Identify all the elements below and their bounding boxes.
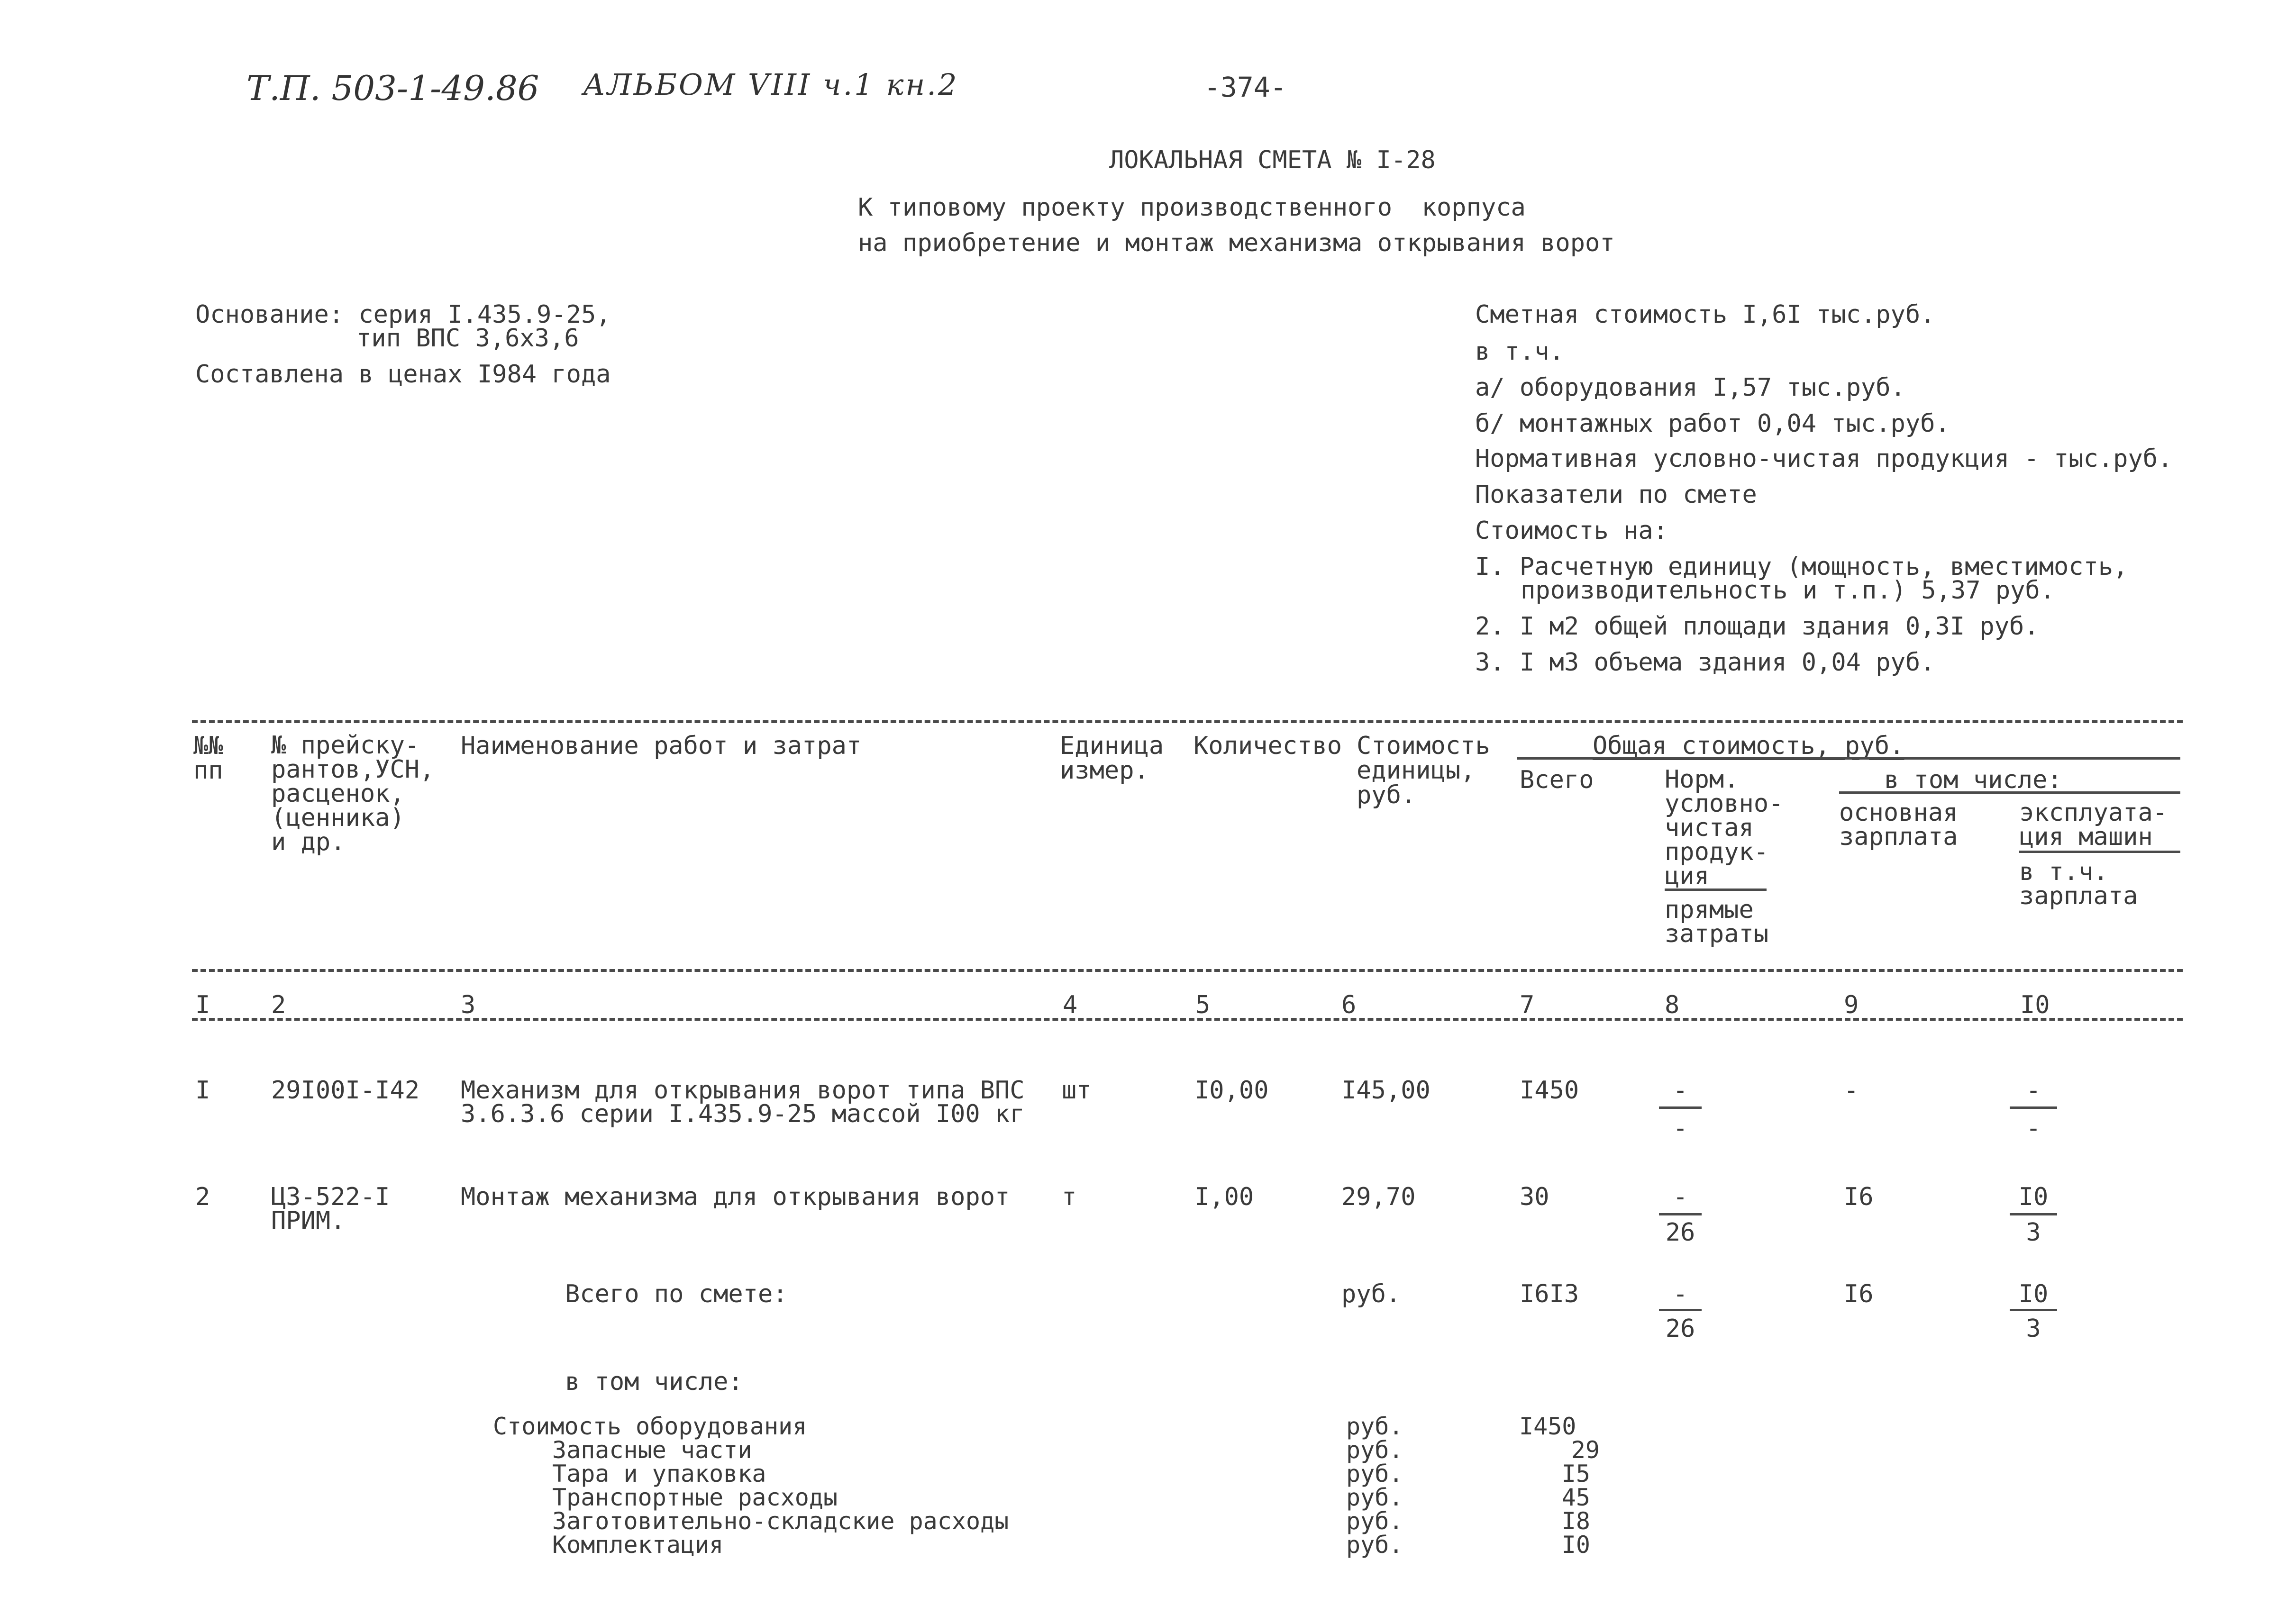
row1-unit: шт xyxy=(1062,1076,1092,1105)
col-number-9: 9 xyxy=(1844,991,1859,1019)
grand-total-machine-salary: 3 xyxy=(2026,1315,2041,1343)
row2-machine-salary: 3 xyxy=(2026,1218,2041,1247)
col-header-total-group: Общая стоимость, руб. xyxy=(1593,732,1904,760)
including-assembly-value: I0 xyxy=(1561,1531,1590,1559)
including-packaging-unit: руб. xyxy=(1346,1460,1403,1487)
col-number-2: 2 xyxy=(271,991,286,1019)
row2-total: 30 xyxy=(1520,1183,1549,1211)
row2-direct-costs: 26 xyxy=(1665,1218,1695,1247)
page-number: -374- xyxy=(1204,71,1287,103)
row2-machine-fraction-rule xyxy=(2010,1213,2057,1215)
col-number-5: 5 xyxy=(1195,991,1211,1019)
row1-quantity: I0,00 xyxy=(1194,1076,1269,1105)
col-number-1: I xyxy=(195,991,210,1019)
grand-total-base-salary: I6 xyxy=(1844,1280,1874,1308)
row2-norm-fraction-rule xyxy=(1659,1213,1702,1215)
row1-total: I450 xyxy=(1520,1076,1579,1105)
table-top-rule xyxy=(192,720,2183,723)
summary-cost-for: Стоимость на: xyxy=(1475,517,1668,545)
grand-total-machine-operation: I0 xyxy=(2018,1280,2049,1308)
row2-machine-operation: I0 xyxy=(2018,1183,2049,1211)
col-header-total: Всего xyxy=(1520,766,1594,794)
summary-estimated-cost: Сметная стоимость I,6I тыс.руб. xyxy=(1475,300,1935,329)
including-assembly-name: Комплектация xyxy=(552,1531,724,1559)
including-assembly-unit: руб. xyxy=(1346,1531,1403,1559)
row1-direct-costs: - xyxy=(1673,1114,1688,1142)
summary-volume-cost: 3. I м3 объема здания 0,04 руб. xyxy=(1475,648,1935,677)
row1-machine-operation: - xyxy=(2026,1076,2041,1105)
summary-including: в т.ч. xyxy=(1475,337,1564,366)
row1-machine-salary: - xyxy=(2026,1114,2041,1142)
col-header-name: Наименование работ и затрат xyxy=(461,732,862,760)
summary-equipment: а/ оборудования I,57 тыс.руб. xyxy=(1475,373,1905,402)
album-label: АЛЬБОМ VIII ч.1 кн.2 xyxy=(583,67,959,102)
col-number-4: 4 xyxy=(1063,991,1078,1019)
col-number-10: I0 xyxy=(2020,991,2050,1019)
including-equipment-name: Стоимость оборудования xyxy=(493,1413,807,1440)
grand-total-label: Всего по смете: xyxy=(565,1280,788,1308)
row1-base-salary: - xyxy=(1844,1076,1859,1105)
including-warehouse-unit: руб. xyxy=(1346,1507,1403,1535)
basis-line1: Основание: серия I.435.9-25, xyxy=(195,300,611,329)
col-header-machine-operation: эксплуата- ция машин xyxy=(2019,798,2168,851)
row1-code: 29I00I-I42 xyxy=(271,1076,420,1105)
grand-total-norm-output: - xyxy=(1673,1280,1688,1308)
norm-output-rule xyxy=(1665,889,1767,891)
row2-code-line2: ПРИМ. xyxy=(271,1206,346,1235)
including-packaging-value: I5 xyxy=(1561,1460,1590,1487)
summary-indicators: Показатели по смете xyxy=(1475,481,1757,509)
col-header-direct-costs: прямые затраты xyxy=(1665,896,1769,948)
row1-norm-output: - xyxy=(1673,1076,1688,1105)
summary-unit-cost-line1: I. Расчетную единицу (мощность, вместимость, xyxy=(1475,553,2128,581)
including-spare-parts-name: Запасные части xyxy=(552,1436,752,1464)
document-subtitle-line2: на приобретение и монтаж механизма открывания ворот xyxy=(858,229,1615,257)
row2-number: 2 xyxy=(195,1183,210,1211)
row2-name: Монтаж механизма для открывания ворот xyxy=(461,1183,1010,1211)
row2-norm-output: - xyxy=(1673,1183,1688,1211)
including-equipment-value: I450 xyxy=(1519,1413,1576,1440)
row1-name-line2: 3.6.3.6 серии I.435.9-25 массой I00 кг xyxy=(461,1100,1025,1128)
row1-machine-fraction-rule xyxy=(2010,1106,2057,1109)
summary-unit-cost-line2: производительность и т.п.) 5,37 руб. xyxy=(1521,576,2055,605)
row2-code-line1: Ц3-522-I xyxy=(271,1183,390,1211)
col-header-number: №№ пп xyxy=(193,732,223,785)
row2-unit: т xyxy=(1062,1183,1077,1211)
including-packaging-name: Тара и упаковка xyxy=(552,1460,766,1487)
row1-name-line1: Механизм для открывания ворот типа ВПС xyxy=(461,1076,1025,1105)
col-number-7: 7 xyxy=(1520,991,1535,1019)
including-transport-value: 45 xyxy=(1561,1484,1590,1511)
including-group-rule xyxy=(1839,791,2180,794)
summary-area-cost: 2. I м2 общей площади здания 0,3I руб. xyxy=(1475,612,2039,641)
row1-norm-fraction-rule xyxy=(1659,1106,1702,1109)
document-subtitle-line1: К типовому проекту производственного корпуса xyxy=(858,193,1526,222)
row1-number: I xyxy=(195,1076,210,1105)
total-group-rule xyxy=(1517,757,2180,760)
col-header-machine-salary: в т.ч. зарплата xyxy=(2019,858,2138,910)
grand-total-norm-fraction-rule xyxy=(1659,1309,1702,1311)
col-header-base-salary: основная зарплата xyxy=(1839,798,1958,851)
including-warehouse-value: I8 xyxy=(1561,1507,1590,1535)
grand-total-unit: руб. xyxy=(1341,1280,1401,1308)
summary-normative-output: Нормативная условно-чистая продукция - тыс.руб. xyxy=(1475,444,2173,473)
including-spare-parts-unit: руб. xyxy=(1346,1436,1403,1464)
col-header-including-group: в том числе: xyxy=(1884,766,2062,794)
basis-line3: Составлена в ценах I984 года xyxy=(195,360,611,389)
col-header-quantity: Количество xyxy=(1194,732,1342,760)
col-number-8: 8 xyxy=(1665,991,1680,1019)
including-spare-parts-value: 29 xyxy=(1571,1436,1600,1464)
column-numbers-rule xyxy=(192,1018,2183,1021)
including-warehouse-name: Заготовительно-складские расходы xyxy=(552,1507,1009,1535)
basis-line2: тип ВПС 3,6х3,6 xyxy=(356,324,579,353)
row1-unit-price: I45,00 xyxy=(1341,1076,1430,1105)
header-bottom-rule xyxy=(192,969,2183,972)
grand-total-value: I6I3 xyxy=(1520,1280,1579,1308)
col-header-unit-price: Стоимость единицы, руб. xyxy=(1357,732,1490,809)
col-header-norm-output: Норм. условно- чистая продук- ция xyxy=(1665,765,1784,890)
col-number-6: 6 xyxy=(1341,991,1357,1019)
col-header-unit: Единица измер. xyxy=(1060,732,1164,785)
grand-total-direct-costs: 26 xyxy=(1665,1315,1695,1343)
machine-operation-rule xyxy=(2019,851,2180,853)
row2-quantity: I,00 xyxy=(1194,1183,1254,1211)
project-code: Т.П. 503-1-49.86 xyxy=(246,68,539,108)
grand-total-machine-fraction-rule xyxy=(2010,1309,2057,1311)
row2-base-salary: I6 xyxy=(1844,1183,1874,1211)
including-equipment-unit: руб. xyxy=(1346,1413,1403,1440)
col-number-3: 3 xyxy=(461,991,476,1019)
including-transport-unit: руб. xyxy=(1346,1484,1403,1511)
col-header-price-code: № прейску- рантов,УСН, расценок, (ценника) и др. xyxy=(271,731,435,856)
row2-unit-price: 29,70 xyxy=(1341,1183,1416,1211)
including-transport-name: Транспортные расходы xyxy=(552,1484,838,1511)
including-label: в том числе: xyxy=(565,1368,743,1396)
summary-installation: б/ монтажных работ 0,04 тыс.руб. xyxy=(1475,409,1950,438)
document-title: ЛОКАЛЬНАЯ СМЕТА № I-28 xyxy=(1109,146,1436,174)
